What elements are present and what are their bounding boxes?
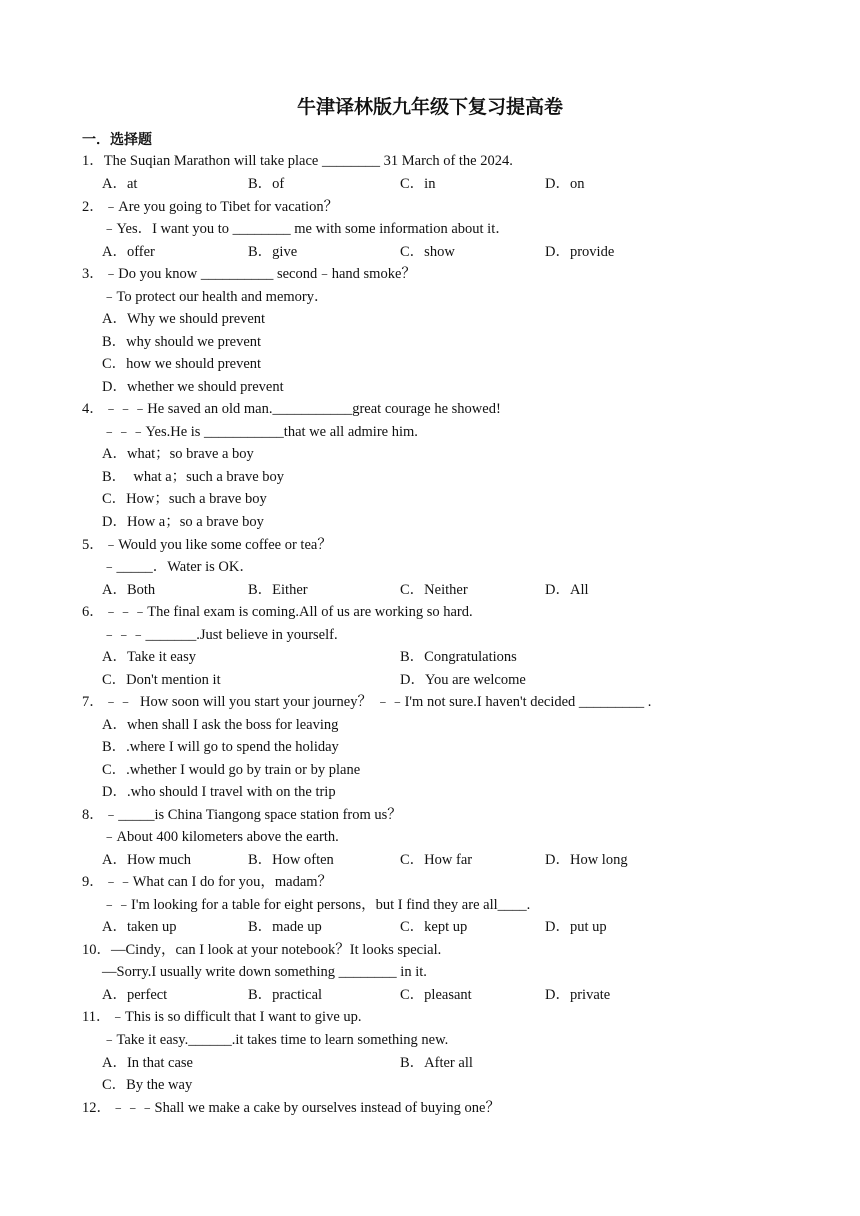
question-10-stem: 10．—Cindy，can I look at your notebook？It looks special. <box>82 942 442 958</box>
question-2-choice-d: D．provide <box>545 244 615 260</box>
question-3-stem: 3．﹣Do you know __________ second﹣hand smoke？ <box>82 266 416 282</box>
question-7-choice-b: B．.where I will go to spend the holiday <box>102 739 339 755</box>
question-7-choice-c: C．.whether I would go by train or by plane <box>102 762 361 778</box>
question-9-choice-c: C．kept up <box>400 919 468 935</box>
question-8-stem-line2: ﹣About 400 kilometers above the earth. <box>102 829 339 845</box>
question-7-stem: 7．﹣﹣ How soon will you start your journey？ ﹣﹣I'm not sure.I haven't decided _________ . <box>82 694 652 710</box>
question-4-choice-a: A．what；so brave a boy <box>102 446 254 462</box>
question-7-choice-a: A．when shall I ask the boss for leaving <box>102 717 339 733</box>
question-10-choice-b: B．practical <box>248 987 323 1003</box>
question-5-stem: 5．﹣Would you like some coffee or tea？ <box>82 537 332 553</box>
question-5-choice-a: A．Both <box>102 582 156 598</box>
question-2-choice-a: A．offer <box>102 244 155 260</box>
question-3-choice-c: C．how we should prevent <box>102 356 262 372</box>
question-1-choice-a: A．at <box>102 176 138 192</box>
question-11-stem: 11．﹣This is so difficult that I want to give up. <box>82 1009 362 1025</box>
question-5-choice-b: B．Either <box>248 582 308 598</box>
question-11-choice-a: A．In that case <box>102 1055 193 1071</box>
question-11-choice-c: C．By the way <box>102 1077 193 1093</box>
question-9-stem: 9．﹣﹣What can I do for you，madam？ <box>82 874 333 890</box>
question-11-choice-b: B．After all <box>400 1055 473 1071</box>
question-8-choice-c: C．How far <box>400 852 473 868</box>
question-6-choice-b: B．Congratulations <box>400 649 517 665</box>
question-8-stem: 8．﹣_____is China Tiangong space station from us？ <box>82 807 402 823</box>
question-1-stem: 1．The Suqian Marathon will take place ________ 31 March of the 2024. <box>82 153 513 169</box>
question-7-choice-d: D．.who should I travel with on the trip <box>102 784 336 800</box>
question-9-choice-a: A．taken up <box>102 919 177 935</box>
question-5-choice-c: C．Neither <box>400 582 468 598</box>
question-8-choice-a: A．How much <box>102 852 192 868</box>
question-8-choice-b: B．How often <box>248 852 334 868</box>
question-2-choice-b: B．give <box>248 244 298 260</box>
question-1-choice-c: C．in <box>400 176 436 192</box>
question-6-stem-line2: ﹣﹣﹣_______.Just believe in yourself. <box>102 627 338 643</box>
question-1-choice-d: D．on <box>545 176 585 192</box>
question-10-stem-line2: —Sorry.I usually write down something ________ in it. <box>102 964 427 980</box>
question-5-stem-line2: ﹣_____．Water is OK． <box>102 559 254 575</box>
question-6-choice-c: C．Don't mention it <box>102 672 221 688</box>
question-10-choice-c: C．pleasant <box>400 987 472 1003</box>
section-heading: 一．选择题 <box>82 132 152 148</box>
question-1-choice-b: B．of <box>248 176 285 192</box>
question-11-stem-line2: ﹣Take it easy.______.it takes time to learn something new. <box>102 1032 449 1048</box>
question-6-choice-d: D．You are welcome <box>400 672 526 688</box>
question-10-choice-a: A．perfect <box>102 987 168 1003</box>
question-6-choice-a: A．Take it easy <box>102 649 197 665</box>
page-title: 牛津译林版九年级下复习提高卷 <box>296 96 563 118</box>
question-6-stem: 6．﹣﹣﹣The final exam is coming.All of us are working so hard. <box>82 604 473 620</box>
question-3-choice-d: D．whether we should prevent <box>102 379 284 395</box>
question-4-choice-b: B． what a；such a brave boy <box>102 469 285 485</box>
question-4-stem: 4．﹣﹣﹣He saved an old man.___________great courage he showed! <box>82 401 501 417</box>
question-3-choice-b: B．why should we prevent <box>102 334 262 350</box>
question-8-choice-d: D．How long <box>545 852 628 868</box>
question-4-stem-line2: ﹣﹣﹣Yes.He is ___________that we all admire him. <box>102 424 418 440</box>
question-9-choice-b: B．made up <box>248 919 322 935</box>
question-4-choice-c: C．How；such a brave boy <box>102 491 267 507</box>
question-5-choice-d: D．All <box>545 582 589 598</box>
question-2-choice-c: C．show <box>400 244 455 260</box>
question-3-stem-line2: ﹣To protect our health and memory． <box>102 289 329 305</box>
question-2-stem: 2．﹣Are you going to Tibet for vacation？ <box>82 199 339 215</box>
question-9-stem-line2: ﹣﹣I'm looking for a table for eight persons，but I find they are all____. <box>102 897 531 913</box>
question-2-stem-line2: ﹣Yes．I want you to ________ me with some information about it． <box>102 221 510 237</box>
question-12-stem: 12．﹣﹣﹣Shall we make a cake by ourselves instead of buying one？ <box>82 1100 500 1116</box>
question-4-choice-d: D．How a；so a brave boy <box>102 514 264 530</box>
question-9-choice-d: D．put up <box>545 919 607 935</box>
question-10-choice-d: D．private <box>545 987 611 1003</box>
question-3-choice-a: A．Why we should prevent <box>102 311 266 327</box>
